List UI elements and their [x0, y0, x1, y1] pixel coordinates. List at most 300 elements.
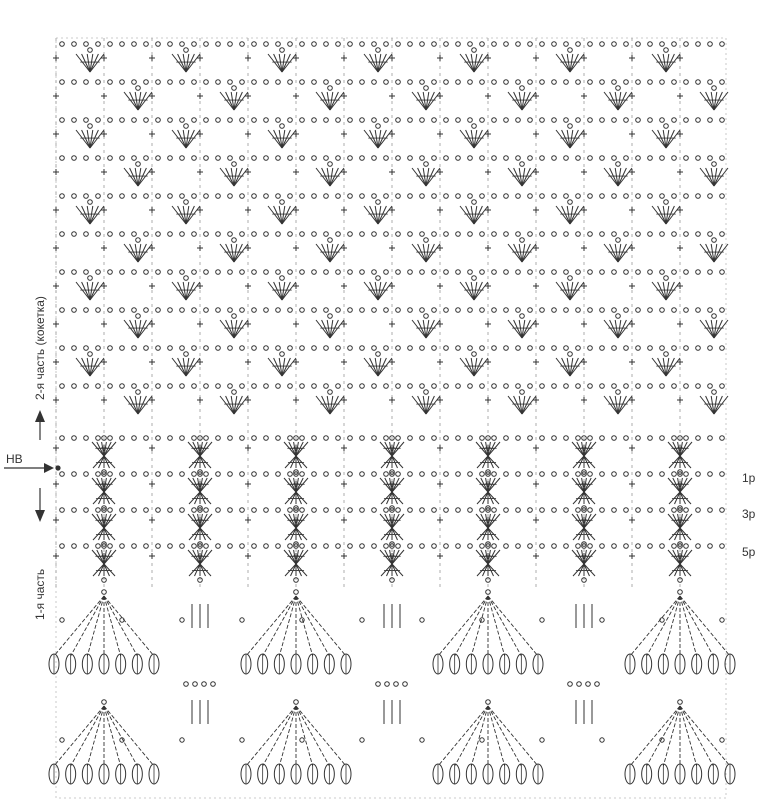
- double-crochet: [483, 564, 489, 576]
- chain-stitch: [252, 270, 257, 275]
- chain-stitch: [324, 308, 329, 313]
- chain-stitch: [444, 544, 449, 549]
- treble-crochet: [104, 596, 121, 656]
- double-crochet: [675, 456, 681, 468]
- chain-stitch: [708, 436, 713, 441]
- chain-stitch: [624, 508, 629, 513]
- chain-stitch: [108, 270, 113, 275]
- shell: [604, 238, 632, 262]
- chain-stitch: [432, 42, 437, 47]
- chain-stitch: [132, 436, 137, 441]
- chain-stitch: [684, 118, 689, 123]
- chain-stitch: [228, 472, 233, 477]
- double-crochet: [285, 456, 296, 468]
- treble-crochet: [488, 706, 538, 766]
- chain-stitch: [276, 346, 281, 351]
- double-crochet: [296, 528, 307, 540]
- chain-stitch: [660, 436, 665, 441]
- chain-stitch: [228, 194, 233, 199]
- single-crochet: [245, 445, 251, 451]
- chain-stitch: [540, 618, 544, 622]
- chain-stitch: [636, 346, 641, 351]
- chain-stitch: [612, 508, 617, 513]
- double-crochet: [285, 492, 296, 504]
- single-crochet: [629, 207, 635, 213]
- chain-stitch: [168, 232, 173, 237]
- single-crochet: [245, 553, 251, 559]
- chain-stitch: [232, 314, 237, 319]
- chain-stitch: [144, 232, 149, 237]
- shell: [316, 390, 344, 414]
- chain-stitch: [216, 194, 221, 199]
- single-crochet: [437, 207, 443, 213]
- chain-stitch: [612, 232, 617, 237]
- chain-stitch: [456, 436, 461, 441]
- chain-stitch: [228, 80, 233, 85]
- chain-stitch: [664, 200, 669, 205]
- chain-stitch: [576, 436, 581, 441]
- chain-stitch: [696, 508, 701, 513]
- double-crochet: [296, 564, 307, 576]
- chain-stitch: [288, 436, 293, 441]
- double-crochet: [99, 492, 105, 504]
- chain-stitch: [408, 118, 413, 123]
- double-crochet: [488, 528, 499, 540]
- chain-stitch: [324, 544, 329, 549]
- single-crochet: [533, 131, 539, 137]
- chain-stitch: [468, 384, 473, 389]
- chain-stitch: [300, 194, 305, 199]
- chain-stitch: [432, 80, 437, 85]
- double-crochet: [675, 492, 681, 504]
- chain-stitch: [168, 194, 173, 199]
- double-crochet: [291, 528, 297, 540]
- shell: [316, 314, 344, 338]
- chain-stitch: [294, 590, 299, 595]
- double-crochet: [680, 528, 686, 540]
- double-crochet: [483, 528, 489, 540]
- chain-stitch: [528, 80, 533, 85]
- treble-crochet: [104, 596, 154, 656]
- double-crochet: [488, 456, 499, 468]
- chain-stitch: [660, 508, 665, 513]
- chain-stitch: [672, 156, 677, 161]
- chain-stitch: [720, 80, 725, 85]
- chain-stitch: [600, 118, 605, 123]
- chain-stitch: [324, 270, 329, 275]
- chain-stitch: [336, 308, 341, 313]
- chain-stitch: [60, 270, 65, 275]
- chain-stitch: [60, 384, 65, 389]
- chain-stitch: [432, 156, 437, 161]
- chain-stitch: [108, 436, 113, 441]
- chain-stitch: [696, 346, 701, 351]
- treble-crochet: [488, 596, 521, 656]
- chain-stitch: [636, 232, 641, 237]
- chain-stitch: [396, 194, 401, 199]
- chain-stitch: [564, 156, 569, 161]
- chain-stitch: [120, 308, 125, 313]
- chain-stitch: [348, 346, 353, 351]
- chain-stitch: [420, 156, 425, 161]
- chain-stitch: [120, 436, 125, 441]
- chain-stitch: [504, 346, 509, 351]
- chain-stitch: [136, 238, 141, 243]
- chain-stitch: [240, 472, 245, 477]
- chain-stitch: [252, 232, 257, 237]
- chain-stitch: [385, 682, 390, 687]
- double-crochet: [680, 492, 686, 504]
- chain-stitch: [672, 544, 677, 549]
- double-crochet: [99, 528, 105, 540]
- chain-stitch: [720, 118, 725, 123]
- chain-stitch: [216, 42, 221, 47]
- chain-stitch: [420, 472, 425, 477]
- chain-stitch: [456, 472, 461, 477]
- single-crochet: [197, 93, 203, 99]
- chain-stitch: [120, 42, 125, 47]
- single-crochet: [53, 93, 59, 99]
- chain-stitch: [648, 472, 653, 477]
- chain-stitch: [384, 232, 389, 237]
- chain-stitch: [184, 276, 189, 281]
- chain-stitch: [648, 194, 653, 199]
- chain-stitch: [504, 270, 509, 275]
- chain-stitch: [120, 232, 125, 237]
- shell: [652, 48, 680, 72]
- section-upper-label: 2-я часть (кокетка): [33, 296, 47, 400]
- double-crochet: [669, 492, 680, 504]
- chain-stitch: [396, 232, 401, 237]
- chain-stitch: [88, 200, 93, 205]
- chain-stitch: [672, 80, 677, 85]
- double-crochet: [483, 456, 489, 468]
- chain-stitch: [660, 472, 665, 477]
- single-crochet: [341, 481, 347, 487]
- chain-stitch: [280, 276, 285, 281]
- chain-stitch: [240, 118, 245, 123]
- chain-stitch: [276, 156, 281, 161]
- chain-stitch: [264, 544, 269, 549]
- chain-stitch: [96, 508, 101, 513]
- chain-stitch: [360, 194, 365, 199]
- chain-stitch: [612, 346, 617, 351]
- double-crochet: [104, 456, 115, 468]
- treble-crochet: [246, 596, 296, 656]
- treble-crochet: [663, 596, 680, 656]
- chain-stitch: [372, 232, 377, 237]
- single-crochet: [437, 131, 443, 137]
- chain-stitch: [468, 544, 473, 549]
- chain-stitch: [204, 508, 209, 513]
- chain-stitch: [312, 384, 317, 389]
- chain-stitch: [672, 308, 677, 313]
- chain-stitch: [324, 194, 329, 199]
- chain-stitch: [456, 232, 461, 237]
- chain-stitch: [280, 48, 285, 53]
- chain-stitch: [528, 232, 533, 237]
- double-crochet: [99, 564, 105, 576]
- chain-stitch: [192, 232, 197, 237]
- chain-stitch: [108, 118, 113, 123]
- shell: [652, 200, 680, 224]
- chain-stitch: [516, 472, 521, 477]
- chain-stitch: [300, 80, 305, 85]
- chain-stitch: [156, 232, 161, 237]
- double-crochet: [104, 564, 110, 576]
- chain-stitch: [432, 232, 437, 237]
- chain-stitch: [516, 384, 521, 389]
- chain-stitch: [408, 544, 413, 549]
- chain-stitch: [552, 232, 557, 237]
- chain-stitch: [456, 308, 461, 313]
- chain-stitch: [132, 308, 137, 313]
- chain-stitch: [276, 118, 281, 123]
- chain-stitch: [444, 270, 449, 275]
- big-shell: [625, 700, 735, 784]
- chain-stitch: [516, 118, 521, 123]
- single-crochet: [581, 169, 587, 175]
- chain-stitch: [552, 156, 557, 161]
- chain-stitch: [108, 508, 113, 513]
- chain-stitch: [528, 508, 533, 513]
- chain-stitch: [300, 270, 305, 275]
- chain-stitch: [348, 508, 353, 513]
- chain-stitch: [72, 472, 77, 477]
- chain-stitch: [600, 738, 604, 742]
- treble-crochet: [296, 596, 313, 656]
- chain-stitch: [720, 42, 725, 47]
- chain-stitch: [456, 156, 461, 161]
- chain-stitch: [480, 618, 484, 622]
- shell: [172, 352, 200, 376]
- chain-stitch: [312, 436, 317, 441]
- chain-stitch: [552, 80, 557, 85]
- chain-stitch: [132, 156, 137, 161]
- single-crochet: [389, 321, 395, 327]
- chain-stitch: [396, 384, 401, 389]
- chain-stitch: [612, 472, 617, 477]
- chain-stitch: [588, 156, 593, 161]
- chain-stitch: [612, 118, 617, 123]
- chain-stitch: [132, 270, 137, 275]
- chain-stitch: [684, 232, 689, 237]
- single-crochet: [389, 93, 395, 99]
- chain-stitch: [480, 384, 485, 389]
- single-crochet: [677, 397, 683, 403]
- chain-stitch: [468, 42, 473, 47]
- chain-stitch: [696, 80, 701, 85]
- shell: [460, 48, 488, 72]
- chain-stitch: [348, 270, 353, 275]
- chain-stitch: [408, 194, 413, 199]
- chain-stitch: [720, 194, 725, 199]
- chain-stitch: [288, 42, 293, 47]
- shell: [364, 200, 392, 224]
- chain-stitch: [588, 472, 593, 477]
- chain-stitch: [396, 118, 401, 123]
- chain-stitch: [252, 42, 257, 47]
- chain-stitch: [480, 270, 485, 275]
- chain-stitch: [612, 80, 617, 85]
- double-crochet: [579, 564, 585, 576]
- chain-stitch: [588, 270, 593, 275]
- chain-stitch: [396, 156, 401, 161]
- row-label-3: 3р: [742, 507, 756, 521]
- treble-crochet: [471, 706, 488, 766]
- chain-stitch: [120, 384, 125, 389]
- chain-stitch: [84, 42, 89, 47]
- chain-stitch: [264, 194, 269, 199]
- chain-stitch: [394, 682, 399, 687]
- chain-stitch: [408, 436, 413, 441]
- chain-stitch: [720, 436, 725, 441]
- chain-stitch: [636, 270, 641, 275]
- chain-stitch: [432, 472, 437, 477]
- chain-stitch: [96, 156, 101, 161]
- chain-stitch: [216, 80, 221, 85]
- shell: [412, 86, 440, 110]
- double-crochet: [104, 528, 115, 540]
- single-crochet: [341, 283, 347, 289]
- chain-stitch: [60, 118, 65, 123]
- chain-stitch: [360, 508, 365, 513]
- shell: [316, 238, 344, 262]
- single-crochet: [485, 93, 491, 99]
- chain-stitch: [492, 544, 497, 549]
- double-crochet: [285, 528, 296, 540]
- shell: [604, 86, 632, 110]
- chain-stitch: [336, 384, 341, 389]
- double-crochet: [93, 456, 104, 468]
- chain-stitch: [444, 232, 449, 237]
- chain-stitch: [468, 118, 473, 123]
- treble-crochet: [71, 706, 104, 766]
- chain-stitch: [168, 156, 173, 161]
- chain-stitch: [360, 156, 365, 161]
- single-crochet: [293, 397, 299, 403]
- chain-stitch: [348, 42, 353, 47]
- down-arrow-icon: [35, 488, 45, 522]
- chain-stitch: [504, 472, 509, 477]
- chain-stitch: [624, 156, 629, 161]
- chain-stitch: [136, 314, 141, 319]
- chain-stitch: [240, 738, 244, 742]
- chain-stitch: [672, 346, 677, 351]
- chain-stitch: [168, 308, 173, 313]
- treble-crochet: [680, 706, 697, 766]
- chain-stitch: [180, 508, 185, 513]
- chain-stitch: [712, 238, 717, 243]
- chain-stitch: [552, 270, 557, 275]
- chain-stitch: [144, 472, 149, 477]
- chain-stitch: [595, 682, 600, 687]
- chain-stitch: [516, 270, 521, 275]
- chain-stitch: [720, 738, 724, 742]
- chain-stitch: [588, 544, 593, 549]
- chain-stitch: [360, 436, 365, 441]
- chain-stitch: [168, 544, 173, 549]
- chain-stitch: [552, 472, 557, 477]
- chain-stitch: [624, 118, 629, 123]
- chain-stitch: [180, 232, 185, 237]
- double-crochet: [381, 492, 392, 504]
- chain-stitch: [540, 232, 545, 237]
- post-group: [384, 604, 400, 724]
- treble-crochet: [647, 596, 680, 656]
- double-crochet: [488, 492, 499, 504]
- chain-stitch: [252, 156, 257, 161]
- chain-stitch: [396, 544, 401, 549]
- double-crochet: [483, 492, 489, 504]
- chain-stitch: [72, 156, 77, 161]
- chain-stitch: [144, 346, 149, 351]
- chain-stitch: [132, 232, 137, 237]
- chain-stitch: [516, 42, 521, 47]
- chain-stitch: [420, 618, 424, 622]
- chain-stitch: [84, 270, 89, 275]
- chain-stitch: [664, 276, 669, 281]
- chain-stitch: [660, 118, 665, 123]
- chain-stitch: [708, 42, 713, 47]
- chain-stitch: [480, 80, 485, 85]
- chain-stitch: [204, 156, 209, 161]
- yoke-pattern: [53, 42, 728, 414]
- treble-crochet: [680, 706, 713, 766]
- chain-stitch: [216, 118, 221, 123]
- chain-stitch: [564, 232, 569, 237]
- single-crochet: [629, 553, 635, 559]
- chain-stitch: [264, 80, 269, 85]
- shell: [316, 86, 344, 110]
- chain-stitch: [696, 232, 701, 237]
- chain-stitch: [540, 472, 545, 477]
- chain-stitch: [616, 86, 621, 91]
- double-crochet: [99, 456, 105, 468]
- chain-stitch: [252, 508, 257, 513]
- shell: [268, 48, 296, 72]
- chain-stitch: [576, 194, 581, 199]
- single-crochet: [485, 321, 491, 327]
- single-crochet: [149, 481, 155, 487]
- shell: [652, 124, 680, 148]
- chain-stitch: [552, 308, 557, 313]
- chain-stitch: [684, 472, 689, 477]
- treble-crochet: [104, 706, 121, 766]
- chain-stitch: [636, 384, 641, 389]
- chain-stitch: [480, 508, 485, 513]
- chain-stitch: [384, 270, 389, 275]
- shell: [508, 390, 536, 414]
- double-crochet: [584, 564, 590, 576]
- shell: [172, 124, 200, 148]
- chain-stitch: [120, 118, 125, 123]
- chain-stitch: [276, 472, 281, 477]
- chain-stitch: [600, 232, 605, 237]
- chain-stitch: [486, 700, 491, 705]
- double-crochet: [488, 456, 494, 468]
- chain-stitch: [720, 232, 725, 237]
- chain-stitch: [276, 270, 281, 275]
- chain-stitch: [708, 544, 713, 549]
- chain-stitch: [240, 232, 245, 237]
- chain-stitch: [588, 42, 593, 47]
- chain-stitch: [420, 270, 425, 275]
- chain-stitch: [88, 276, 93, 281]
- chain-stitch: [564, 194, 569, 199]
- shell: [556, 276, 584, 300]
- shell: [412, 162, 440, 186]
